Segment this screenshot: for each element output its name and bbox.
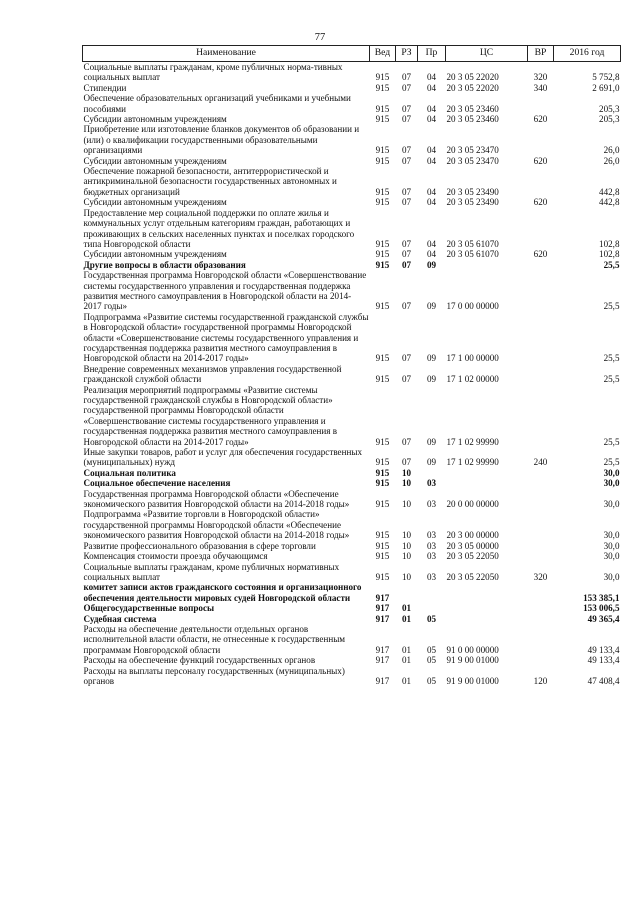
row-sum: 49 133,4: [587, 644, 620, 655]
row-pr: 03: [426, 478, 437, 489]
row-name: Субсидии автономным учреждениям: [83, 114, 227, 125]
row-rz: 07: [401, 145, 412, 156]
row-cs: 20 3 00 00000: [446, 530, 499, 541]
row-sum: 205,3: [599, 114, 620, 125]
row-name: Судебная система: [83, 613, 157, 624]
row-ved: 915: [375, 103, 390, 114]
row-pr: 09: [426, 353, 437, 364]
row-name: Государственная программа Новгородской области «Совершенствование системы государственного управления и государственная поддержка развития местного самоуправления в Новгородской области на 2014-2017 годы»: [83, 270, 367, 312]
row-sum: 30,0: [603, 478, 620, 489]
row-sum: 2 691,0: [592, 82, 620, 93]
row-ved: 915: [375, 571, 390, 582]
row-name: Расходы на обеспечение деятельности отдельных органов исполнительной власти области, не отнесенные к государственным программам Новгородской области: [83, 623, 346, 655]
row-vr: [528, 655, 554, 665]
row-pr: 04: [426, 155, 437, 166]
table-row: [83, 93, 621, 114]
row-pr: 05: [426, 644, 437, 655]
row-sum: 30,0: [603, 499, 620, 510]
row-name: Субсидии автономным учреждениям: [83, 197, 227, 208]
row-cs: 20 3 05 23490: [446, 186, 499, 197]
row-ved: 915: [375, 238, 390, 249]
table-row: [83, 364, 621, 385]
row-pr: 03: [426, 551, 437, 562]
table-header-row: [83, 46, 621, 62]
table-row: [83, 551, 621, 561]
row-name: Предоставление мер социальной поддержки по оплате жилья и коммунальных услуг отдельным категориям граждан, работающих и проживающих в сельских населенных пунктах и поселках городского типа Новгородской области: [83, 207, 355, 249]
row-rz: 07: [401, 186, 412, 197]
table-row: [83, 478, 621, 488]
row-sum: 25,5: [603, 436, 620, 447]
row-rz: 07: [401, 301, 412, 312]
table-row: [83, 114, 621, 124]
row-ved: 915: [375, 301, 390, 312]
table-row: [83, 541, 621, 551]
row-vr: [528, 603, 554, 613]
row-pr: 04: [426, 145, 437, 156]
row-pr: 04: [426, 72, 437, 83]
row-pr: 09: [426, 259, 437, 270]
row-rz: 07: [401, 353, 412, 364]
row-name: Обеспечение пожарной безопасности, антитеррористической и антикриминальной безопасности государственных автономных и бюджетных организаций: [83, 166, 337, 197]
row-vr: [528, 208, 554, 250]
row-rz: 07: [401, 72, 412, 83]
header-pr: Пр: [418, 46, 446, 62]
row-vr: [528, 551, 554, 561]
row-vr: [528, 509, 554, 540]
row-cs: [446, 582, 528, 603]
row-pr: 09: [426, 374, 437, 385]
row-rz: 10: [401, 499, 412, 510]
row-rz: 01: [401, 603, 412, 614]
row-rz: 07: [401, 374, 412, 385]
row-pr: 04: [426, 114, 437, 125]
row-ved: 915: [375, 186, 390, 197]
row-name: Подпрограмма «Развитие системы государственной гражданской службы в Новгородской области» государственной программы Новгородской области «Совершенствование системы государственного управления и государственная поддержка развития местного самоуправления в Новгородской области на 2014-2017 годы»: [83, 311, 369, 364]
row-sum: 49 365,4: [587, 613, 620, 624]
row-ved: 915: [375, 114, 390, 125]
row-cs: [446, 260, 528, 270]
row-name: Субсидии автономным учреждениям: [83, 155, 227, 166]
table-row: [83, 270, 621, 312]
row-ved: 915: [375, 249, 390, 260]
row-pr: 09: [426, 436, 437, 447]
row-cs: 17 0 00 00000: [446, 301, 499, 312]
row-cs: 20 3 05 23490: [446, 197, 499, 208]
row-rz: [396, 582, 418, 603]
row-vr: [528, 541, 554, 551]
row-ved: 915: [375, 436, 390, 447]
table-row: [83, 260, 621, 270]
row-name: Внедрение современных механизмов управления государственной гражданской службой области: [83, 363, 342, 385]
row-cs: 17 1 00 00000: [446, 353, 499, 364]
row-sum: 25,5: [603, 457, 620, 468]
row-name: Обеспечение образовательных организаций учебниками и учебными пособиями: [83, 93, 351, 114]
table-row: [83, 655, 621, 665]
table-row: [83, 208, 621, 250]
row-ved: 915: [375, 478, 390, 489]
row-pr: 04: [426, 82, 437, 93]
table-row: [83, 447, 621, 468]
budget-table: [82, 45, 621, 686]
header-name: Наименование: [83, 46, 370, 62]
row-pr: 04: [426, 186, 437, 197]
row-name: Расходы на выплаты персоналу государственных (муниципальных) органов: [83, 665, 345, 686]
row-vr: [528, 489, 554, 510]
row-name: Подпрограмма «Развитие торговли в Новгородской области» государственной программы Новгородской области «Обеспечение экономического развития Новгородской области на 2014-2018 годы»: [83, 509, 350, 541]
row-ved: 915: [375, 197, 390, 208]
row-sum: 30,0: [603, 571, 620, 582]
row-sum: 5 752,8: [592, 72, 620, 83]
row-vr: [528, 385, 554, 447]
row-ved: 917: [375, 675, 390, 686]
table-row: [83, 62, 621, 83]
row-ved: 915: [375, 155, 390, 166]
row-vr: 620: [533, 114, 548, 125]
row-cs: 20 3 05 23460: [446, 114, 499, 125]
row-ved: 915: [375, 467, 390, 478]
table-row: [83, 509, 621, 540]
table-row: [83, 83, 621, 93]
row-cs: 20 3 05 23460: [446, 103, 499, 114]
row-sum: 26,0: [603, 145, 620, 156]
row-rz: 01: [401, 644, 412, 655]
row-cs: 91 9 00 01000: [446, 655, 499, 666]
row-pr: 04: [426, 197, 437, 208]
row-sum: 102,8: [599, 249, 620, 260]
row-rz: 10: [401, 478, 412, 489]
header-rz: РЗ: [396, 46, 418, 62]
row-cs: 20 3 05 00000: [446, 540, 499, 551]
row-cs: 20 0 00 00000: [446, 499, 499, 510]
row-vr: [528, 624, 554, 655]
row-name: Развитие профессионального образования в сфере торговли: [83, 540, 316, 551]
row-rz: 10: [401, 530, 412, 541]
row-ved: 915: [375, 530, 390, 541]
row-ved: 915: [375, 353, 390, 364]
row-name: Иные закупки товаров, работ и услуг для обеспечения государственных (муниципальных) нужд: [83, 447, 362, 468]
row-pr: 04: [426, 238, 437, 249]
row-pr: 03: [426, 499, 437, 510]
row-cs: [446, 468, 528, 478]
row-ved: 915: [375, 457, 390, 468]
row-name: Компенсация стоимости проезда обучающимся: [83, 551, 268, 562]
row-cs: 20 3 05 23470: [446, 145, 499, 156]
row-cs: 17 1 02 99990: [446, 436, 499, 447]
row-vr: [528, 364, 554, 385]
row-name: комитет записи актов гражданского состояния и организационного обеспечения деятельности мировых судей Новгородской области: [83, 582, 362, 603]
row-pr: [418, 603, 446, 613]
row-ved: 917: [375, 644, 390, 655]
row-ved: 915: [375, 374, 390, 385]
row-sum: 30,0: [603, 530, 620, 541]
row-pr: 09: [426, 457, 437, 468]
row-cs: [446, 603, 528, 613]
row-pr: [418, 582, 446, 603]
row-vr: 320: [533, 72, 548, 83]
row-sum: 30,0: [603, 540, 620, 551]
row-pr: 03: [426, 530, 437, 541]
table-row: [83, 468, 621, 478]
table-row: [83, 489, 621, 510]
row-vr: [528, 166, 554, 197]
row-ved: 917: [375, 613, 390, 624]
row-rz: 10: [401, 551, 412, 562]
row-rz: 10: [401, 540, 412, 551]
row-sum: 153 006,5: [583, 603, 620, 614]
row-rz: 01: [401, 675, 412, 686]
row-vr: [528, 478, 554, 488]
row-ved: 915: [375, 259, 390, 270]
table-row: [83, 624, 621, 655]
header-cs: ЦС: [446, 46, 528, 62]
row-name: Стипендии: [83, 82, 127, 93]
row-rz: 07: [401, 114, 412, 125]
table-row: [83, 582, 621, 603]
row-ved: 915: [375, 82, 390, 93]
row-cs: 20 3 05 22050: [446, 551, 499, 562]
row-ved: 915: [375, 551, 390, 562]
row-ved: 917: [375, 592, 390, 603]
row-cs: 20 3 05 22020: [446, 82, 499, 93]
row-rz: 07: [401, 249, 412, 260]
row-ved: 915: [375, 72, 390, 83]
row-cs: 91 9 00 01000: [446, 675, 499, 686]
row-sum: 102,8: [599, 238, 620, 249]
row-cs: 17 1 02 00000: [446, 374, 499, 385]
table-body: [83, 62, 621, 687]
row-name: Расходы на обеспечение функций государственных органов: [83, 655, 316, 666]
page-number: 77: [314, 32, 326, 43]
row-sum: 49 133,4: [587, 655, 620, 666]
row-ved: 917: [375, 655, 390, 666]
row-rz: 07: [401, 238, 412, 249]
table-row: [83, 614, 621, 624]
table-row: [83, 666, 621, 687]
table-row: [83, 166, 621, 197]
row-rz: 10: [401, 467, 412, 478]
row-vr: [528, 270, 554, 312]
row-cs: 20 3 05 22020: [446, 72, 499, 83]
row-sum: 442,8: [599, 186, 620, 197]
row-name: Социальные выплаты гражданам, кроме публичных норма-тивных социальных выплат: [83, 62, 343, 83]
row-sum: 25,5: [603, 374, 620, 385]
row-name: Социальные выплаты гражданам, кроме публичных нормативных социальных выплат: [83, 561, 340, 582]
row-rz: 07: [401, 197, 412, 208]
row-ved: 915: [375, 540, 390, 551]
row-pr: 04: [426, 103, 437, 114]
row-rz: 07: [401, 436, 412, 447]
row-name: Приобретение или изготовление бланков документов об образовании и (или) о квалификации государственными образовательными организациями: [83, 124, 360, 156]
row-vr: [528, 582, 554, 603]
row-pr: 05: [426, 675, 437, 686]
row-cs: 17 1 02 99990: [446, 457, 499, 468]
row-sum: 30,0: [603, 551, 620, 562]
table-row: [83, 249, 621, 259]
row-cs: 20 3 05 22050: [446, 571, 499, 582]
row-ved: 915: [375, 499, 390, 510]
row-name: Социальная политика: [83, 467, 176, 478]
row-vr: [528, 468, 554, 478]
row-name: Другие вопросы в области образования: [83, 259, 246, 270]
row-rz: 07: [401, 82, 412, 93]
row-vr: 620: [533, 197, 548, 208]
row-pr: 04: [426, 249, 437, 260]
row-vr: [528, 614, 554, 624]
row-rz: 07: [401, 259, 412, 270]
row-name: Общегосударственные вопросы: [83, 603, 215, 614]
row-vr: 320: [533, 571, 548, 582]
header-ved: Вед: [370, 46, 396, 62]
row-name: Государственная программа Новгородской области «Обеспечение экономического развития Новгородской области на 2014-2018 годы»: [83, 488, 350, 510]
row-vr: [528, 124, 554, 155]
row-sum: 153 385,1: [583, 592, 620, 603]
row-pr: 03: [426, 571, 437, 582]
table-row: [83, 385, 621, 447]
row-cs: 91 0 00 00000: [446, 644, 499, 655]
table-row: [83, 156, 621, 166]
row-rz: 07: [401, 155, 412, 166]
table-row: [83, 562, 621, 583]
row-ved: 917: [375, 603, 390, 614]
table-row: [83, 124, 621, 155]
row-pr: 05: [426, 613, 437, 624]
row-cs: 20 3 05 61070: [446, 249, 499, 260]
row-rz: 01: [401, 613, 412, 624]
table-row: [83, 312, 621, 364]
row-sum: 30,0: [603, 467, 620, 478]
row-sum: 25,5: [603, 301, 620, 312]
row-sum: 47 408,4: [587, 675, 620, 686]
row-rz: 07: [401, 103, 412, 114]
row-vr: [528, 260, 554, 270]
row-pr: [418, 468, 446, 478]
row-vr: 120: [533, 675, 548, 686]
row-pr: 05: [426, 655, 437, 666]
row-ved: 915: [375, 145, 390, 156]
row-vr: [528, 312, 554, 364]
row-cs: [446, 478, 528, 488]
row-pr: 09: [426, 301, 437, 312]
row-vr: 340: [533, 82, 548, 93]
row-vr: [528, 93, 554, 114]
row-cs: 20 3 05 23470: [446, 155, 499, 166]
row-name: Социальное обеспечение населения: [83, 478, 231, 489]
table-row: [83, 603, 621, 613]
header-year: 2016 год: [554, 46, 621, 62]
header-vr: ВР: [528, 46, 554, 62]
row-cs: 20 3 05 61070: [446, 238, 499, 249]
row-sum: 442,8: [599, 197, 620, 208]
row-sum: 205,3: [599, 103, 620, 114]
row-sum: 26,0: [603, 155, 620, 166]
row-vr: 620: [533, 155, 548, 166]
row-sum: 25,5: [603, 353, 620, 364]
row-sum: 25,5: [603, 259, 620, 270]
row-vr: 620: [533, 249, 548, 260]
row-rz: 07: [401, 457, 412, 468]
row-cs: [446, 614, 528, 624]
row-rz: 01: [401, 655, 412, 666]
row-name: Реализация мероприятий подпрограммы «Развитие системы государственной гражданской службы в Новгородской области» государственной программы Новгородской области «Совершенствование системы государственного управления и государственная поддержка развития местного самоуправления в Новгородской области на 2014-2017 годы»: [83, 384, 338, 447]
table-row: [83, 197, 621, 207]
row-name: Субсидии автономным учреждениям: [83, 249, 227, 260]
row-pr: 03: [426, 540, 437, 551]
row-rz: 10: [401, 571, 412, 582]
row-vr: 240: [533, 457, 548, 468]
